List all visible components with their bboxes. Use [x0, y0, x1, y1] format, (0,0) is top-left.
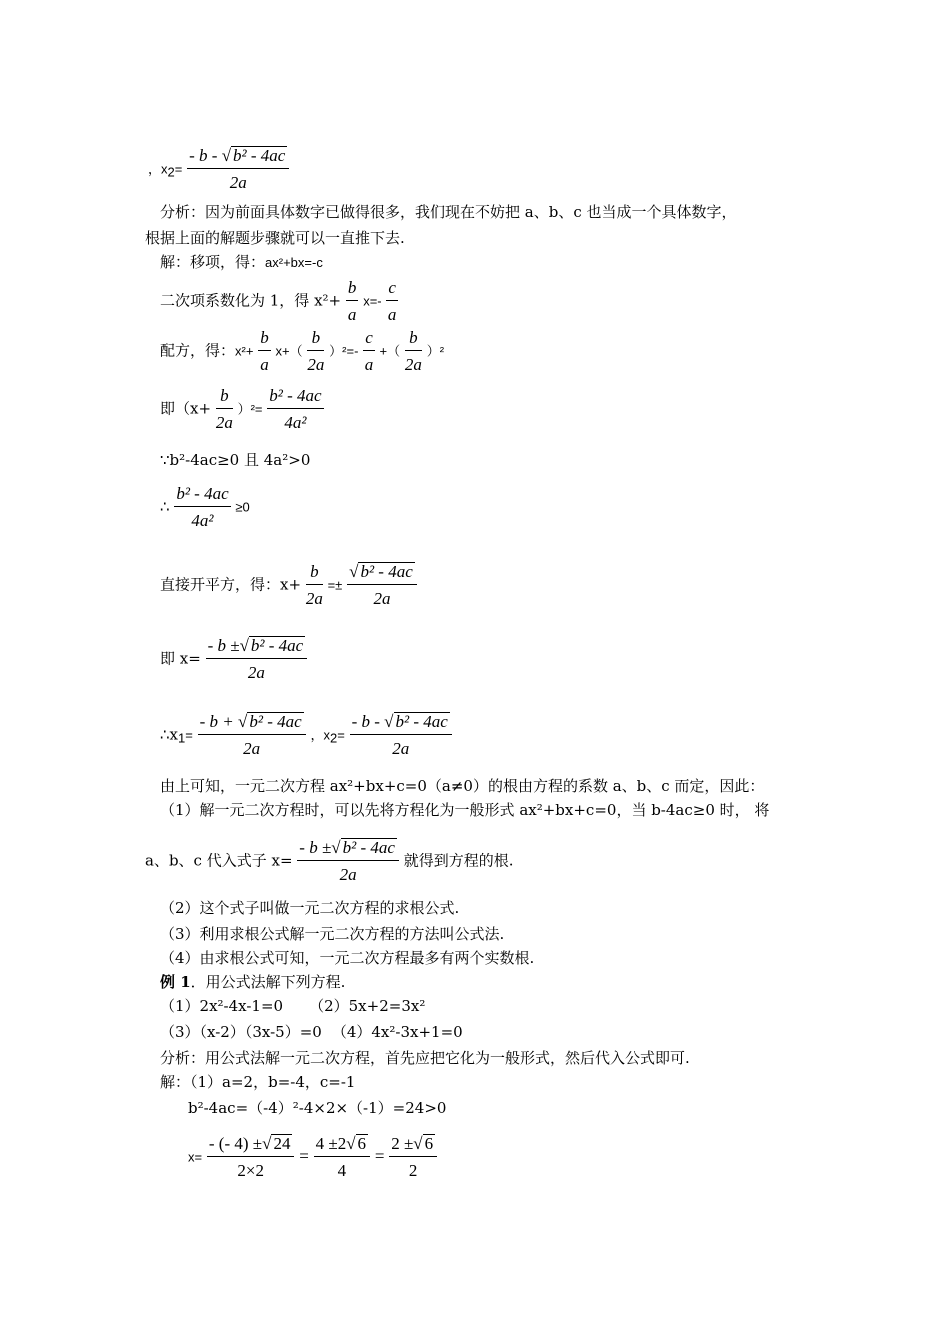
ie-step-2: 即 x= $\frac{\text{- b ±√ b² - 4ac}}{2a}$	[160, 636, 307, 683]
problems-row-2: （3）（x-2）（3x-5）=0 （4）4x²-3x+1=0	[160, 1023, 463, 1041]
complete-square-step: 配方，得：x²+ $\frac{b}{a}$ x+（ $\frac{b}{2a}$ ）²=- $\frac{c}{a}$ +（ $\frac{b}{2a}$ ）²	[160, 328, 445, 374]
ie-step-1: 即（x+ $\frac{b}{2a}$ ）²= $\frac{\text{b² - 4ac}}{\text{4a²}}$	[160, 386, 322, 432]
solution-step-move: 解：移项，得：ax²+bx=-c	[160, 253, 323, 271]
solution-line-2: b²-4ac=（-4）²-4×2×（-1）=24>0	[188, 1099, 447, 1117]
final-computation: x= $\frac{- (- 4) \pm√ 24}{2\times 2}$ = $\frac{4 \pm 2√ 6}{4}$ = $\frac{2 \pm√ 6}{2}$	[188, 1134, 437, 1181]
therefore-line: ∴ $\frac{\text{b² - 4ac}}{\text{4a²}}$ ≥0	[160, 484, 250, 530]
problems-row-1: （1）2x²-4x-1=0 （2）5x+2=3x²	[160, 997, 426, 1015]
analysis-line-2: 根据上面的解题步骤就可以一直推下去.	[145, 229, 405, 247]
sqrt-step: 直接开平方，得：x+ $\frac{b}{2a}$ =± $\frac{\text{√ b² - 4ac}}{2a}$	[160, 562, 417, 609]
fraction: $\frac{\text{- b - √ b² - 4ac}}{2a}$	[187, 146, 289, 193]
example-heading: 例 1．用公式法解下列方程.	[160, 973, 346, 991]
roots-line: $\therefore x_1=$ $\frac{\text{- b + √ b² - 4ac}}{2a}$ ，$x_2=$ $\frac{\text{- b - √ b² - 4ac}}{2a}$	[160, 712, 452, 759]
point-4: （4）由求根公式可知，一元二次方程最多有两个实数根.	[160, 949, 535, 967]
point-3: （3）利用求根公式解一元二次方程的方法叫公式法.	[160, 925, 505, 943]
analysis-2: 分析：用公式法解一元二次方程，首先应把它化为一般形式，然后代入公式即可.	[160, 1049, 690, 1067]
conclusion-line: 由上可知，一元二次方程 ax²+bx+c=0（a≠0）的根由方程的系数 a、b、c 而定，因此：	[160, 777, 765, 795]
x2-formula-top: ，$x_2=$ $\frac{\text{- b - √ b² - 4ac}}{2a}$	[148, 146, 289, 193]
coefficient-step: 二次项系数化为 1，得 x²+ $\frac{b}{a}$ x=- $\frac{c}{a}$	[160, 278, 397, 324]
point-1-line-1: （1）解一元二次方程时，可以先将方程化为一般形式 ax²+bx+c=0，当 b-4ac≥0 时， 将	[160, 801, 770, 819]
point-1-line-2: a、b、c 代入式子 x= $\frac{\text{- b ±√ b² - 4ac}}{2a}$ 就得到方程的根.	[145, 838, 514, 884]
analysis-line-1: 分析：因为前面具体数字已做得很多，我们现在不妨把 a、b、c 也当成一个具体数字，	[160, 203, 737, 221]
solution-line-1: 解：（1）a=2，b=-4，c=-1	[160, 1073, 356, 1091]
point-2: （2）这个式子叫做一元二次方程的求根公式.	[160, 899, 460, 917]
since-line: ∵b²-4ac≥0 且 4a²>0	[160, 451, 311, 469]
